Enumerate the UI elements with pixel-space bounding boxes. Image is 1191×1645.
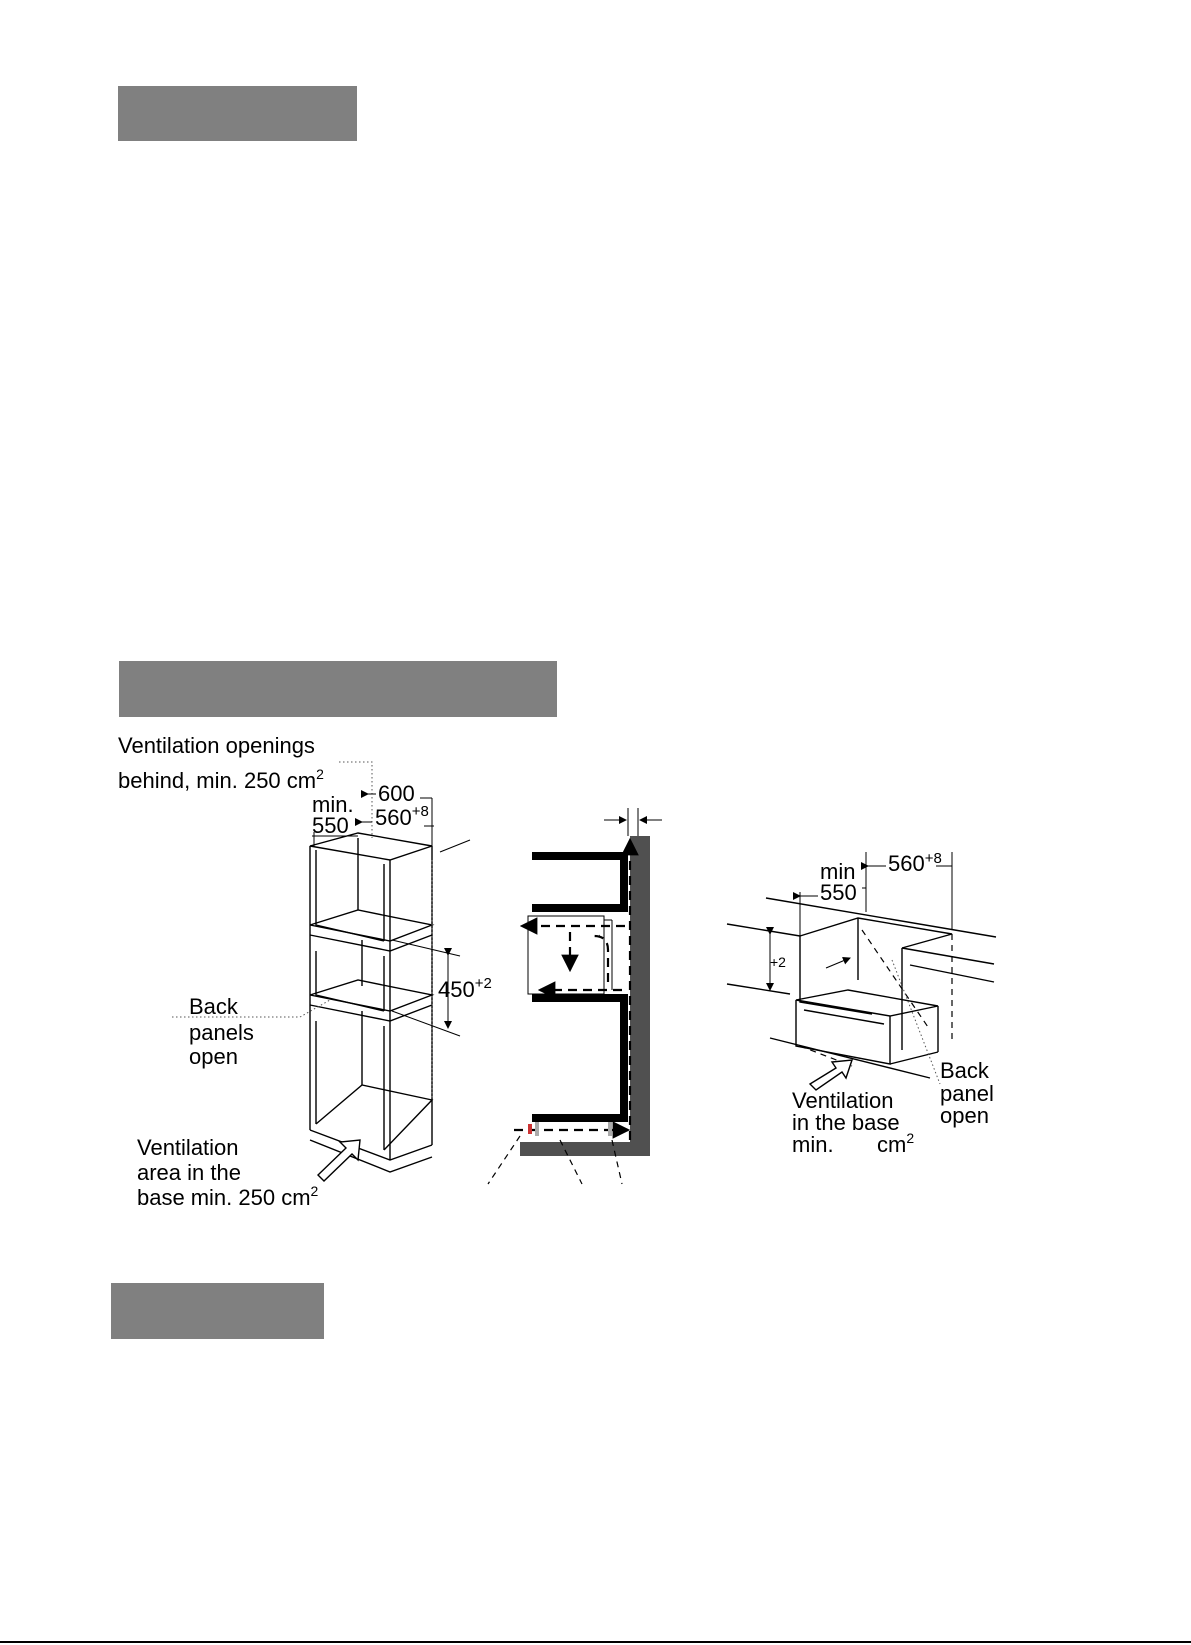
leader-1 <box>488 1136 520 1184</box>
vent-openings-label-2 <box>118 766 324 793</box>
dim-450-ext-top <box>392 940 460 956</box>
dim-560-label <box>375 803 429 830</box>
vent-grill-1 <box>535 1122 539 1136</box>
vent-openings-label-2-text: behind, min. 250 cm <box>118 768 317 793</box>
wall-vertical <box>630 836 650 1156</box>
dim-560-text: 560 <box>375 805 412 830</box>
section-airflow-drawing <box>488 808 662 1184</box>
wall-floor <box>520 1142 650 1156</box>
vent-grill-red <box>528 1124 532 1134</box>
tall-unit-drawing <box>118 733 492 1210</box>
base-plate <box>316 1085 432 1150</box>
vent-base-superscript: 2 <box>310 1183 319 1199</box>
dim-min-label: min. <box>312 792 354 817</box>
drawer-side <box>890 1052 938 1064</box>
niche-top <box>800 918 952 948</box>
vent-base-label-3 <box>137 1183 319 1210</box>
uc-back-panel-label-1: Back <box>940 1058 989 1083</box>
oven-box <box>528 916 604 994</box>
vent-openings-superscript: 2 <box>316 766 324 782</box>
uc-dim-560-text: 560 <box>888 851 925 876</box>
airflow-inner-loop <box>594 936 608 982</box>
uc-dim-560-superscript: +8 <box>924 850 942 867</box>
uc-dim-min-label: min <box>820 859 856 884</box>
back-panels-label-2: panels <box>189 1020 254 1045</box>
under-counter-drawing <box>727 850 996 1157</box>
uc-dim-plus2-label: +2 <box>770 954 786 970</box>
uc-vent-label-3b: cm <box>877 1132 907 1157</box>
uc-vent-label-2: in the base <box>792 1110 900 1135</box>
worktop-lower-left <box>727 984 790 994</box>
uc-vent-label-3a: min. <box>792 1132 834 1157</box>
uc-depth-arrow <box>826 958 850 968</box>
floor-line <box>770 1038 930 1078</box>
back-panels-label-3: open <box>189 1044 238 1069</box>
dim-450-ext-bottom <box>392 1011 460 1036</box>
vent-openings-label-1: Ventilation openings <box>118 733 315 758</box>
shelf-2 <box>310 980 432 1011</box>
vent-base-label-2: area in the <box>137 1160 241 1185</box>
dim-450-superscript: +2 <box>474 975 492 992</box>
cabinet-bottom <box>310 1130 432 1160</box>
uc-back-panel-leader <box>892 960 940 1084</box>
dim-right-tick <box>440 840 470 852</box>
uc-vent-label-1: Ventilation <box>792 1088 894 1113</box>
dim-450-label <box>438 975 492 1002</box>
dim-550-label: 550 <box>312 813 349 838</box>
uc-vent-arrow <box>810 1060 852 1090</box>
dim-560-superscript: +8 <box>411 803 429 820</box>
page-bottom-rule <box>0 1641 1191 1643</box>
uc-back-panel-label-3: open <box>940 1103 989 1128</box>
oven-niche-left <box>316 951 384 1011</box>
vent-grill-2 <box>608 1122 612 1136</box>
dim-450-text: 450 <box>438 977 475 1002</box>
upper-cabinet-section <box>532 852 628 912</box>
back-panels-label-1: Back <box>189 994 238 1019</box>
lower-cabinet-section <box>532 994 628 1122</box>
vent-base-label-1: Ventilation <box>137 1135 239 1160</box>
drawer-inner <box>804 1010 884 1024</box>
cabinet-inner-upper <box>316 850 384 941</box>
uc-vent-superscript: 2 <box>906 1130 915 1146</box>
shelf-1 <box>310 910 432 941</box>
dim-600-label: 600 <box>378 781 415 806</box>
worktop-front-left <box>727 924 800 936</box>
vent-base-label-3b: min. 250 cm <box>190 1185 311 1210</box>
worktop-front-right <box>902 948 994 964</box>
uc-back-panel-label-2: panel <box>940 1081 994 1106</box>
vent-base-label-3a: base <box>137 1185 185 1210</box>
uc-dim-550-label: 550 <box>820 880 857 905</box>
uc-dim-560-label <box>888 850 942 876</box>
